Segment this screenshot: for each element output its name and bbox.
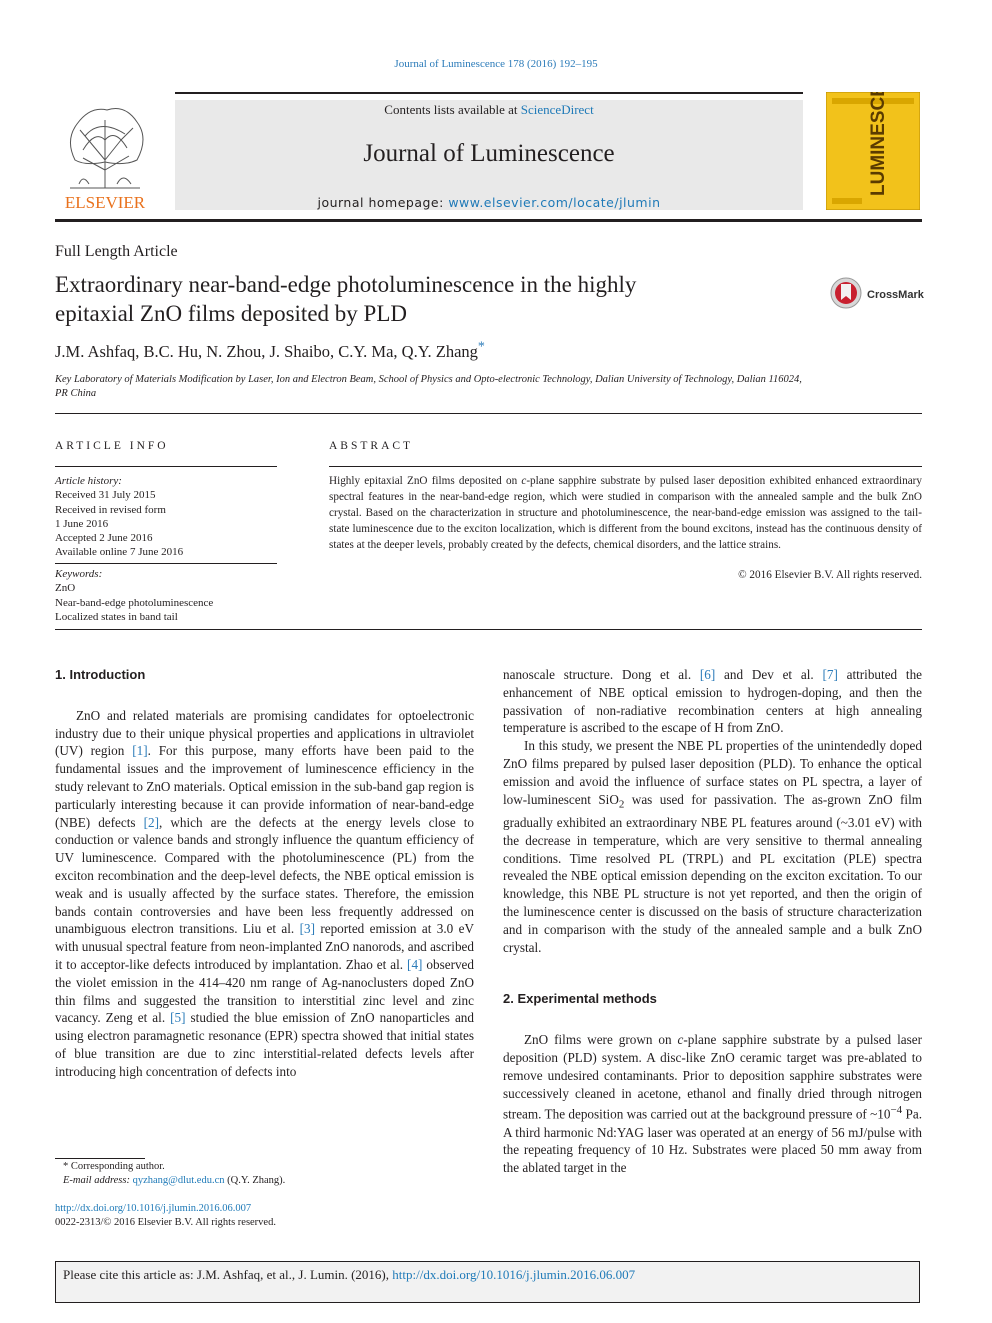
contents-prefix: Contents lists available at: [384, 102, 521, 117]
keywords-label: Keywords:: [55, 568, 103, 580]
article-history: [55, 474, 183, 560]
keywords-rule: [55, 563, 277, 564]
email-suffix: (Q.Y. Zhang).: [224, 1175, 286, 1186]
citation-text: [63, 1267, 635, 1283]
article-info-rule: [55, 466, 277, 467]
section-heading-introduction: 1. Introduction: [55, 667, 146, 682]
history-item: Received 31 July 2015: [55, 489, 156, 502]
keyword-item: ZnO: [55, 582, 76, 595]
affiliation-line-2: PR China: [55, 388, 97, 399]
publisher-wordmark: ELSEVIER: [64, 193, 146, 212]
journal-cover-thumbnail[interactable]: [826, 92, 920, 210]
abstract-copyright: © 2016 Elsevier B.V. All rights reserved.: [738, 569, 922, 581]
doi-link[interactable]: http://dx.doi.org/10.1016/j.jlumin.2016.06.007: [55, 1203, 252, 1214]
abstract-heading: ABSTRACT: [329, 440, 414, 452]
paragraph: In this study, we present the NBE PL properties of the unintendedly doped ZnO films prepared by pulsed laser deposition (PLD). To enhance the optical emission and avoid the influence of surface states on PL spectra, a layer of low-luminescent SiO$_2$ was used for passivation. The as-grown ZnO film gradually exhibited an extraordinary NBE PL features around (~3.01 eV) with the decrease in temperature, which are very sensitive to thermal annealing conditions. Time resolved PL (TRPL) and PL excitation (PLE) spectra revealed the NBE optical emission depending on the exciton excitation. To our knowledge, this NBE PL structure is not yet reported, and then the origin of the luminescence center is discussed on the basis of structure characterization and in comparison with the study of the annealed sample and a bulk ZnO crystal.: [503, 738, 922, 955]
masthead-top-rule: [175, 92, 803, 94]
history-label: Article history:: [55, 475, 122, 487]
crossmark-label: CrossMark: [867, 289, 924, 301]
journal-title: Journal of Luminescence: [363, 140, 615, 167]
authors-text: J.M. Ashfaq, B.C. Hu, N. Zhou, J. Shaibo, C.Y. Ma, Q.Y. Zhang: [55, 342, 478, 361]
citation-link[interactable]: [3]: [299, 921, 315, 937]
footnote-rule: [55, 1158, 145, 1159]
section-heading-experimental: 2. Experimental methods: [503, 991, 657, 1007]
homepage-link[interactable]: www.elsevier.com/locate/jlumin: [448, 195, 661, 210]
corresponding-author-note: * Corresponding author.: [63, 1161, 165, 1172]
history-item: Accepted 2 June 2016: [55, 532, 153, 545]
corresponding-author-mark[interactable]: *: [477, 339, 485, 355]
citation-doi-link[interactable]: http://dx.doi.org/10.1016/j.jlumin.2016.06.007: [392, 1267, 636, 1282]
homepage-prefix: journal homepage:: [317, 195, 449, 210]
keyword-item: Localized states in band tail: [55, 610, 178, 623]
title-line-2: epitaxial ZnO films deposited by PLD: [55, 301, 407, 326]
article-title: [55, 270, 775, 328]
body-right-column: [503, 666, 922, 1177]
citation-link[interactable]: [6]: [699, 667, 716, 682]
contents-availability: [175, 102, 803, 118]
abstract-text: -plane sapphire substrate by pulsed laser deposition exhibited enhanced extraordinary spectral features in the near-band-edge region, which were studied in comparison with the annealed sample and the bulk ZnO crystal. Based on the characterization in structure and photoluminescence, the near-band-edge emission was assigned to the tail-state luminescence due to the exciton localization, which is different from the bound excitons, instead has the continuous density of states at the deeper levels, probably created by the defects, chemical disorders, and the lattice strains.: [329, 475, 922, 551]
abstract-body: [329, 473, 922, 553]
title-line-1: Extraordinary near-band-edge photoluminescence in the highly: [55, 272, 637, 297]
paragraph: ZnO films were grown on c-plane sapphire substrate by a pulsed laser deposition (PLD) system. A disc-like ZnO ceramic target was pre-ablated to remove undesired contaminants. Prior to deposition sapphire substrates were successively cleaned in acetone, ethanol and finally dried through nitrogen stream. The deposition was carried out at the background pressure of $\sim 10^{-4}$ Pa. A third harmonic Nd:YAG laser was operated at an energy of 56 mJ/pulse with the repeating frequency of 10 Hz. Substrates were placed 50 mm away from the ablated target in the: [503, 1032, 923, 1176]
email-label: E-mail address:: [63, 1175, 133, 1186]
abstract-rule: [329, 466, 922, 467]
footnotes: [55, 1160, 474, 1230]
article-info-heading: ARTICLE INFO: [55, 440, 169, 452]
abstract-text: Highly epitaxial ZnO films deposited on: [329, 475, 522, 487]
cover-title: LUMINESCENCE: [868, 92, 889, 196]
keywords: [55, 567, 213, 624]
email-note: [55, 1174, 474, 1188]
email-link[interactable]: qyzhang@dlut.edu.cn: [132, 1175, 225, 1186]
article-type: Full Length Article: [55, 243, 178, 260]
author-list: [55, 339, 485, 362]
abstract-italic: c: [521, 475, 527, 487]
citation-link[interactable]: [2]: [143, 814, 159, 830]
paragraph: ZnO and related materials are promising candidates for optoelectronic industry due to their unique physical properties and applications in ultraviolet (UV) region [1]. For this purpose, many efforts have been paid to the fundamental issues and the improvement of luminescence efficiency in the study relevant to ZnO materials. Optical emission in the sub-band gap region is particularly interesting because it can provide information of near-band-edge (NBE) defects [2], which are the defects at the energy levels close to conduction or valence bands and strongly influence the quantum efficiency of UV luminescence. Compared with the photoluminescence (PL) from the exciton recombination and the deep-level defects, the NBE optical emission is weak and is usually affected by the surface states. Therefore, the emission bands contain controversies and have been less frequently addressed on unambiguous electron transitions. Liu et al. [3] reported emission at 3.0 eV with unusual spectral feature from neon-implanted ZnO nanorods, and ascribed it to acceptor-like defects introduced by implantation. Zhao et al. [4] observed the violet emission in the 414–420 nm range of Ag-nanoclusters doped ZnO thin films and suggested the transition to interstitial zinc level and zinc vacancy. Zeng et al. [5] studied the blue emission of ZnO nanoparticles and using electron paramagnetic resonance (EPR) spectra showed that initial states of blue transition are due to zinc interstitial-related defects levels after introducing high concentration of defects into: [55, 707, 475, 1079]
journal-reference[interactable]: Journal of Luminescence 178 (2016) 192–195: [394, 58, 598, 70]
citation-link[interactable]: [4]: [407, 956, 423, 972]
issn-line: 0022-2313/© 2016 Elsevier B.V. All rights reserved.: [55, 1217, 276, 1228]
paragraph: nanoscale structure. Dong et al. [6] and Dev et al. [7] attributed the enhancement of NBE optical emission to hydrogen-doping, and then the passivation of non-radiative recombination centers at high annealing temperature is ascribed to the escape of H from ZnO.: [503, 667, 923, 736]
citation-link[interactable]: [5]: [170, 1010, 186, 1026]
journal-homepage: [175, 195, 803, 210]
masthead-bottom-rule: [55, 219, 922, 222]
body-left-column: [55, 666, 474, 1081]
abstract-bottom-rule: [55, 629, 922, 630]
citation-link[interactable]: [1]: [132, 743, 148, 759]
citation-prefix: Please cite this article as: J.M. Ashfaq, et al., J. Lumin. (2016),: [63, 1267, 393, 1282]
history-item: Available online 7 June 2016: [55, 546, 184, 559]
sciencedirect-link[interactable]: ScienceDirect: [520, 102, 594, 117]
citation-link[interactable]: [7]: [822, 667, 838, 682]
elsevier-logo: [55, 100, 155, 212]
crossmark-badge[interactable]: [829, 276, 929, 310]
history-item: 1 June 2016: [55, 517, 109, 530]
affiliation-rule: [55, 413, 922, 414]
history-item: Received in revised form: [55, 503, 166, 516]
keyword-item: Near-band-edge photoluminescence: [55, 596, 214, 609]
affiliation-line-1: Key Laboratory of Materials Modification by Laser, Ion and Electron Beam, School of Physics and Opto-electronic Technology, Dalian University of Technology, Dalian 116024,: [55, 374, 802, 385]
affiliation: [55, 373, 925, 401]
